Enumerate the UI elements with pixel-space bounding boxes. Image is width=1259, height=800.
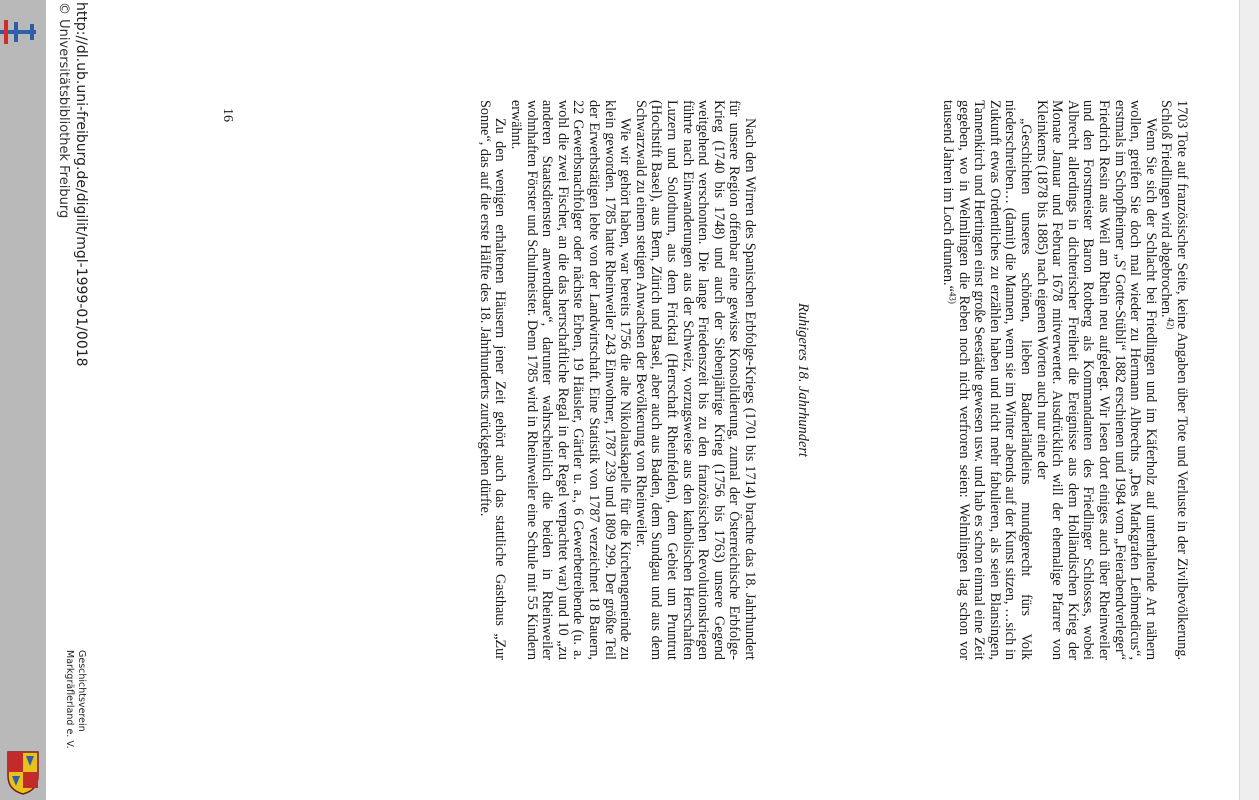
page-content [46,0,1239,800]
text-block-top [940,100,1190,660]
paragraph: Nach den Wirren des Spanischen Erbfolge-Kriegs (1701 bis 1714) brachte das 18. Jahrhundert für unsere Region offenbar eine gewisse Konsolidierung, zumal der Österreichische Erbfolge-Krieg (1740 bis 1748) und auch der Siebenjährige Krieg (1756 bis 1763) unsere Gegend weitgehend verschonten. Die lange Friedenszeit bis zu den französischen Revolutionskriegen führte nach Einwanderungen aus der Schweiz, vorzugsweise aus den katholischen Herrschaften Luzern und Solothurn, aus dem Fricktal (Herrschaft Rheinfelden), dem Gebiet um Pruntrut (Hochstift Basel), aus Bern, Zürich und Basel, aber auch aus Baden, dem Sundgau und aus dem Schwarzwald zu einem stetigen Anwachsen der Bevölkerung von Rheinweiler. [632,100,758,660]
page-number: 16 [220,108,235,122]
paragraph: Zu den wenigen erhaltenen Häusern jener Zeit gehört auch das stattliche Gasthaus „Zur Sonne“, das auf die erste Hälfte des 18. Jahrhunderts zurückgehen dürfte. [476,100,509,660]
paragraph: Wenn Sie sich der Schlacht bei Friedlingen und im Käferholz auf unterhaltende Art nähern wollen, greifen Sie doch mal wieder zu Hermann Albrechts „Des Markgrafen Leibmedicus“, erstmals im Schopfheimer „S' Gotte-Stübli“ 1882 erschienen und 1984 vom „Feierabendverleger“ Friedrich Resin aus Weil am Rhein neu aufgelegt. Wir lesen dort einiges auch über Rheinweiler und den Forstmeister Baron Rotberg als Kommandanten des Friedlinger Schlosses, wobei Albrecht allerdings in dichterischer Freiheit die Ereignisse aus dem Holländischen Krieg der Monate Januar und Februar 1678 mitverwertet. Ausdrücklich will der ehemalige Pfarrer von Kleinkems (1878 bis 1885) nach eigenen Worten auch nur eine der [1033,100,1159,660]
paragraph: 1703 Tote auf französischer Seite, keine Angaben über Tote und Verluste in der Zivilbevölkerung. Schloß Friedlingen wird abgebrochen.$^{42)}$ [1158,100,1190,660]
rotated-page [46,0,1239,800]
coat-of-arms-icon [6,750,40,796]
paragraph: „Geschichten unseres schönen, lieben Badnerländleins mundgerecht fürs Volk niederschreiben… (damit) die Mannen, wenn sie im Winter abends auf der Kunst sitzen, …sich in Zukunft etwas Ordentliches zu erzählen haben und nicht mehr fabulieren, als seien Blansingen, Tannenkirch und Hertingen einst große Seestädte gewesen usw. und hab es schon einmal eine Zeit gegeben, wo in Welmlingen die Reben noch nicht verfroren seien: Welmlingen lag schon vor tausend Jahren im Loch drunten.“$^{43)}$ [940,100,1035,660]
copyright-notice: © Universitätsbibliothek Freiburg [56,2,71,219]
society-subtitle: Markgräflerland e. V. [64,650,75,749]
source-url-link[interactable]: http://dl.ub.uni-freiburg.de/digilit/mgl-1999-01/0018 [73,2,89,367]
section-heading: Ruhigeres 18. Jahrhundert [795,303,811,457]
library-logo-icon [0,20,40,44]
text-block-bottom [476,100,757,660]
left-margin-strip [0,0,46,800]
paragraph: Wie wir gehört haben, war bereits 1756 die alte Nikolauskapelle für die Kirchengemeinde zu klein geworden. 1785 hatte Rheinweiler 243 Einwohner, 1787 239 und 1809 299. Der größte Teil der Erwerbstätigen lebte von der Landwirtschaft. Eine Statistik von 1787 verzeichnet 18 Bauern, 22 Gewerbsnachfolger oder nächste Erben, 19 Häusler, Gärtler u. a., 6 Gewerbetreibende (u. a. wohl die zwei Fischer, an die das herrschaftliche Regal in der Regel verpachtet war) und 10 „zu anderen Staatsdiensten anwendbare“, darunter wahrscheinlich die beiden in Rheinweiler wohnhaften Förster und Schulmeister. Denn 1785 wird in Rheinweiler eine Schule mit 55 Kindern erwähnt. [508,100,634,660]
right-page-edge [1239,0,1259,800]
society-name: Geschichtsverein [76,650,87,732]
